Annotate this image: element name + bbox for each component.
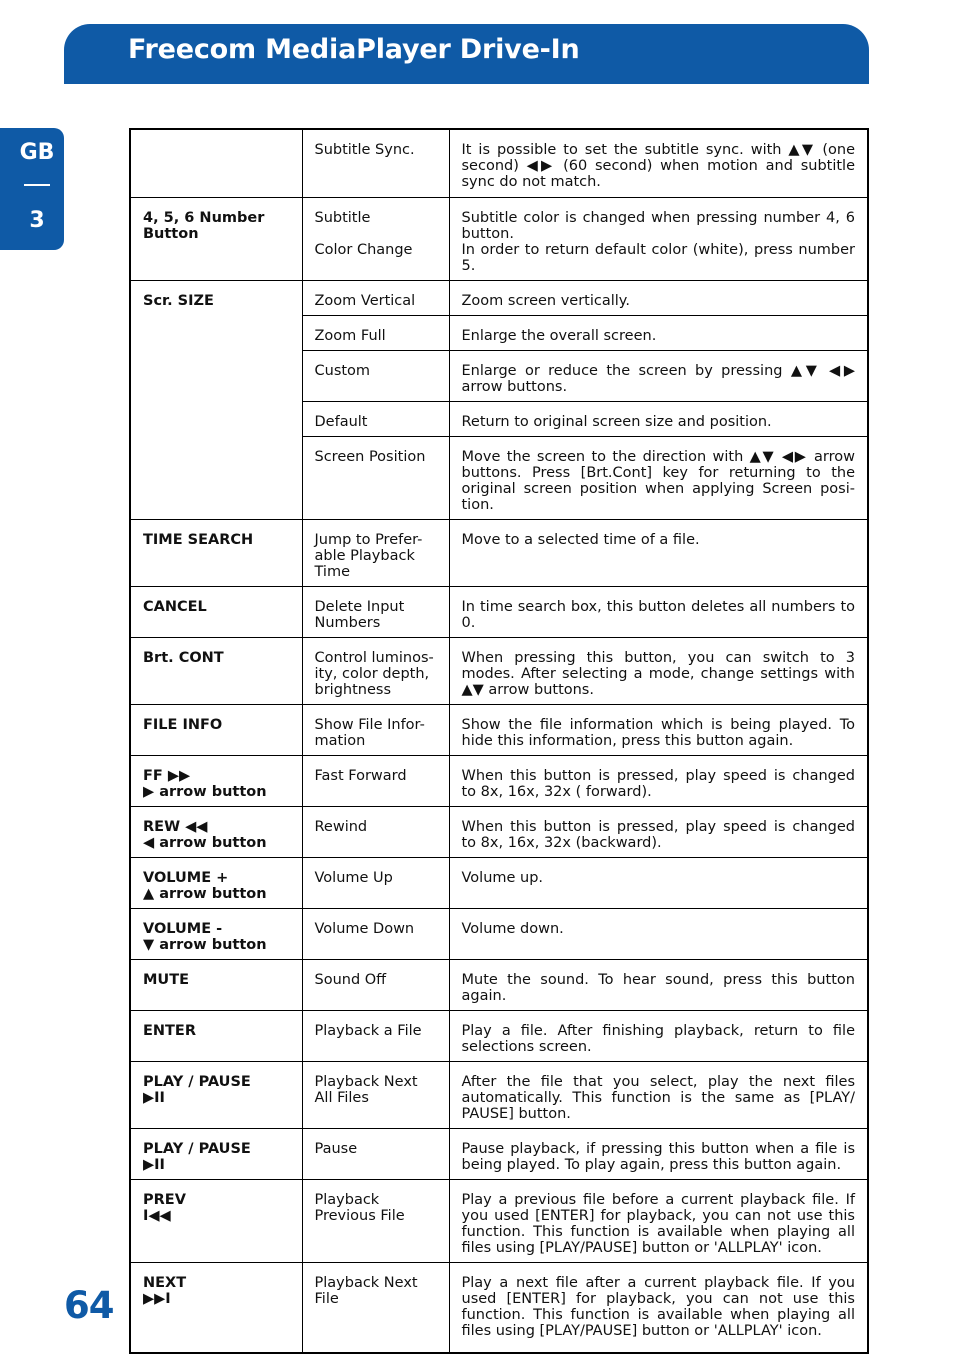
table-row: [130, 1128, 868, 1179]
description-cell: Volume up.: [449, 857, 868, 908]
button-cell: [130, 1061, 302, 1128]
table-row: [130, 857, 868, 908]
button-cell: CANCEL: [130, 586, 302, 637]
function-cell: Control luminos-ity, color depth, brightness: [302, 637, 449, 704]
description-cell: Move to a selected time of a file.: [449, 519, 868, 586]
table-row: [130, 959, 868, 1010]
button-cell: FILE INFO: [130, 704, 302, 755]
function-cell: Subtitle Sync.: [302, 129, 449, 197]
table-row: [130, 586, 868, 637]
button-text: ▼ arrow button: [143, 936, 267, 953]
button-cell: Brt. CONT: [130, 637, 302, 704]
description-cell: Pause playback, if pressing this button when a file is being played. To play again, press this button again.: [449, 1128, 868, 1179]
table-row: [130, 806, 868, 857]
table-row: [130, 197, 868, 280]
description-cell: [449, 197, 868, 280]
button-cell: [130, 806, 302, 857]
function-cell: Custom: [302, 350, 449, 401]
function-cell: [302, 197, 449, 280]
button-cell: 4, 5, 6 Number Button: [130, 197, 302, 280]
function-cell: Playback Next File: [302, 1262, 449, 1353]
button-text: VOLUME -: [143, 920, 223, 937]
table-row: [130, 519, 868, 586]
button-cell: [130, 129, 302, 197]
button-cell: Scr. SIZE: [130, 280, 302, 519]
description-cell: It is possible to set the subtitle sync. with ▲▼ (one second) ◀▶ (60 second) when motion and subtitle sync do not match.: [449, 129, 868, 197]
description-cell: Volume down.: [449, 908, 868, 959]
function-cell: Default: [302, 401, 449, 436]
chapter-number: 3: [29, 208, 45, 233]
description-cell: Show the file information which is being played. To hide this information, press this button again.: [449, 704, 868, 755]
table-row: [130, 755, 868, 806]
button-text: FF ▶▶: [143, 767, 191, 784]
button-cell: ENTER: [130, 1010, 302, 1061]
description-cell: When this button is pressed, play speed is changed to 8x, 16x, 32x (backward).: [449, 806, 868, 857]
button-text: I◀◀: [143, 1207, 171, 1224]
function-cell: Jump to Prefer-able Playback Time: [302, 519, 449, 586]
chapter-tab: [0, 128, 64, 250]
table-row: [130, 1262, 868, 1353]
function-cell: Playback Next All Files: [302, 1061, 449, 1128]
button-text: ▲ arrow button: [143, 885, 267, 902]
tab-divider: [24, 184, 50, 186]
table-row: [130, 1061, 868, 1128]
page-number: 64: [64, 1284, 114, 1327]
function-cell: Playback Previous File: [302, 1179, 449, 1262]
button-cell: [130, 1128, 302, 1179]
function-cell: Sound Off: [302, 959, 449, 1010]
button-text: ◀ arrow button: [143, 834, 267, 851]
description-text: In order to return default color (white), press number 5.: [461, 241, 855, 274]
button-cell: [130, 857, 302, 908]
button-cell: [130, 1262, 302, 1353]
function-cell: Rewind: [302, 806, 449, 857]
table-row: [130, 280, 868, 315]
description-cell: Play a next file after a current playback file. If you used [ENTER] for playback, you can not use this function. This function is available when playing all files using [PLAY/PAUSE] button or 'ALLPLAY' icon.: [449, 1262, 868, 1353]
button-text: ▶II: [143, 1089, 165, 1106]
description-cell: Return to original screen size and position.: [449, 401, 868, 436]
table-row: [130, 1010, 868, 1061]
function-cell: Volume Down: [302, 908, 449, 959]
button-text: ▶ arrow button: [143, 783, 267, 800]
button-cell: TIME SEARCH: [130, 519, 302, 586]
button-cell: [130, 755, 302, 806]
function-cell: Fast Forward: [302, 755, 449, 806]
page-title: Freecom MediaPlayer Drive-In: [128, 34, 580, 65]
description-cell: Play a previous file before a current playback file. If you used [ENTER] for playback, you can not use this function. This function is available when playing all files using [PLAY/PAUSE] button or 'ALLPLAY' icon.: [449, 1179, 868, 1262]
function-cell: Pause: [302, 1128, 449, 1179]
function-cell: Delete Input Numbers: [302, 586, 449, 637]
table-row: [130, 129, 868, 197]
description-cell: When pressing this button, you can switch to 3 modes. After selecting a mode, change settings with ▲▼ arrow buttons.: [449, 637, 868, 704]
function-text: Subtitle: [314, 209, 371, 226]
button-text: PLAY / PAUSE: [143, 1073, 251, 1090]
button-cell: [130, 908, 302, 959]
function-cell: Zoom Vertical: [302, 280, 449, 315]
description-text: Subtitle color is changed when pressing number 4, 6 button.: [461, 209, 855, 242]
description-cell: After the file that you select, play the next files automatically. This function is the same as [PLAY/ PAUSE] button.: [449, 1061, 868, 1128]
button-text: REW ◀◀: [143, 818, 208, 835]
table-row: [130, 637, 868, 704]
description-cell: Zoom screen vertically.: [449, 280, 868, 315]
description-cell: Mute the sound. To hear sound, press this button again.: [449, 959, 868, 1010]
function-cell: Zoom Full: [302, 315, 449, 350]
description-cell: Play a file. After finishing playback, return to file selections screen.: [449, 1010, 868, 1061]
remote-control-table: [129, 128, 869, 1354]
header-bar: [64, 24, 869, 84]
button-cell: MUTE: [130, 959, 302, 1010]
button-cell: [130, 1179, 302, 1262]
function-cell: Volume Up: [302, 857, 449, 908]
button-text: PLAY / PAUSE: [143, 1140, 251, 1157]
description-cell: Enlarge or reduce the screen by pressing ▲▼ ◀▶ arrow buttons.: [449, 350, 868, 401]
button-text: VOLUME +: [143, 869, 229, 886]
description-cell: Move the screen to the direction with ▲▼ ◀▶ arrow buttons. Press [Brt.Cont] key for returning to the original screen position when applying Screen posi-tion.: [449, 436, 868, 519]
button-text: ▶▶I: [143, 1290, 171, 1307]
function-cell: Playback a File: [302, 1010, 449, 1061]
function-cell: Screen Position: [302, 436, 449, 519]
button-text: ▶II: [143, 1156, 165, 1173]
button-text: PREV: [143, 1191, 186, 1208]
function-cell: Show File Infor-mation: [302, 704, 449, 755]
table-row: [130, 908, 868, 959]
button-text: NEXT: [143, 1274, 187, 1291]
description-cell: In time search box, this button deletes all numbers to 0.: [449, 586, 868, 637]
description-cell: When this button is pressed, play speed is changed to 8x, 16x, 32x ( forward).: [449, 755, 868, 806]
table-row: [130, 704, 868, 755]
table-row: [130, 1179, 868, 1262]
language-label: GB: [19, 140, 55, 165]
function-text: Color Change: [314, 241, 413, 258]
description-cell: Enlarge the overall screen.: [449, 315, 868, 350]
